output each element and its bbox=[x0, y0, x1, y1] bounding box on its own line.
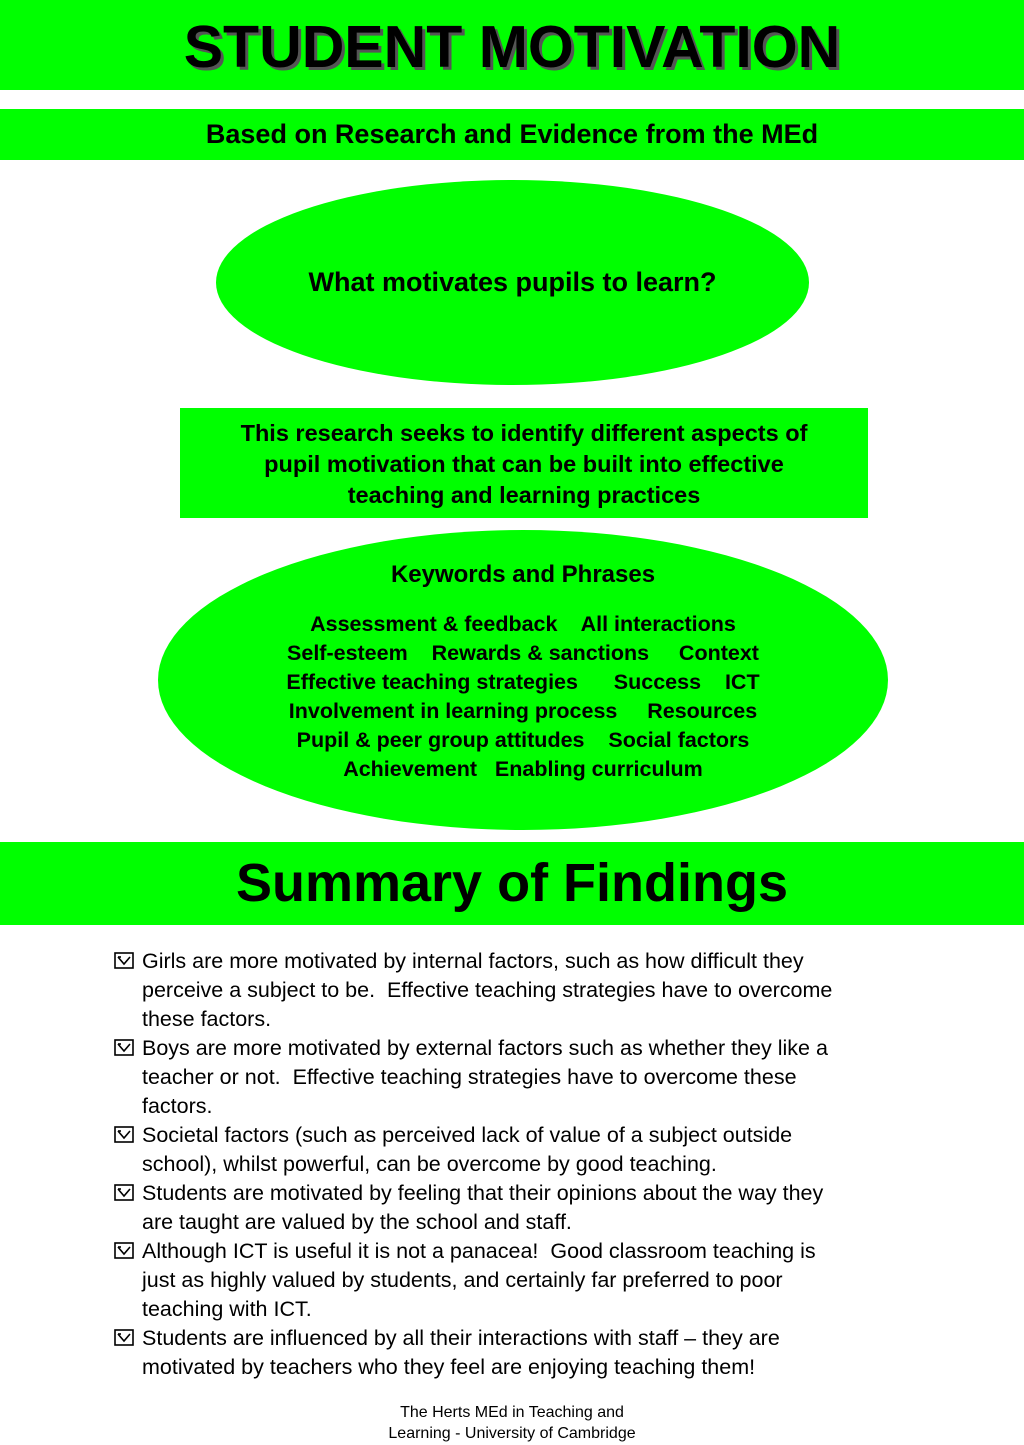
subtitle-band bbox=[0, 109, 1024, 160]
finding-line: Boys are more motivated by external factors such as whether they like a bbox=[142, 1036, 828, 1060]
finding-line: Students are motivated by feeling that their opinions about the way they bbox=[142, 1181, 824, 1205]
research-line: This research seeks to identify different aspects of bbox=[240, 420, 808, 446]
keyword-line: Achievement Enabling curriculum bbox=[343, 757, 703, 781]
finding-line: just as highly valued by students, and certainly far preferred to poor bbox=[142, 1268, 783, 1292]
finding-item bbox=[114, 1034, 934, 1121]
checkbox-arrow-icon bbox=[114, 1329, 134, 1346]
finding-line: are taught are valued by the school and staff. bbox=[142, 1210, 572, 1234]
checkbox-arrow-icon bbox=[114, 952, 134, 969]
keywords-title: Keywords and Phrases bbox=[390, 561, 656, 588]
keyword-line: Assessment & feedback All interactions bbox=[310, 612, 736, 636]
title-band bbox=[0, 0, 1024, 90]
checkbox-arrow-icon bbox=[114, 1039, 134, 1056]
finding-item bbox=[114, 1237, 934, 1324]
research-line: teaching and learning practices bbox=[347, 482, 701, 508]
finding-line: these factors. bbox=[142, 1007, 272, 1031]
finding-line: school), whilst powerful, can be overcome by good teaching. bbox=[142, 1152, 717, 1176]
question-text: What motivates pupils to learn? bbox=[308, 267, 717, 297]
checkbox-arrow-icon bbox=[114, 1126, 134, 1143]
checkbox-arrow-icon bbox=[114, 1242, 134, 1259]
finding-line: perceive a subject to be. Effective teaching strategies have to overcome bbox=[142, 978, 833, 1002]
findings-band bbox=[0, 842, 1024, 925]
findings-title: Summary of Findings bbox=[235, 853, 789, 913]
page-subtitle: Based on Research and Evidence from the MEd bbox=[205, 119, 819, 149]
keywords-list bbox=[286, 610, 759, 784]
finding-item bbox=[114, 1324, 934, 1382]
finding-line: teacher or not. Effective teaching strategies have to overcome these bbox=[142, 1065, 797, 1089]
finding-line: motivated by teachers who they feel are enjoying teaching them! bbox=[142, 1355, 756, 1379]
keywords-oval bbox=[158, 530, 888, 830]
footer-line-1: The Herts MEd in Teaching and bbox=[400, 1404, 624, 1421]
keyword-line: Self-esteem Rewards & sanctions Context bbox=[287, 641, 759, 665]
finding-item bbox=[114, 1179, 934, 1237]
findings-list bbox=[114, 947, 934, 1382]
footer bbox=[312, 1402, 712, 1444]
page-title: STUDENT MOTIVATION bbox=[183, 14, 841, 80]
question-oval bbox=[216, 180, 809, 385]
keyword-line: Effective teaching strategies Success ICT bbox=[286, 670, 760, 694]
finding-line: Societal factors (such as perceived lack of value of a subject outside bbox=[142, 1123, 793, 1147]
finding-line: Although ICT is useful it is not a panacea! Good classroom teaching is bbox=[142, 1239, 816, 1263]
finding-item bbox=[114, 1121, 934, 1179]
finding-line: factors. bbox=[142, 1094, 213, 1118]
keyword-line: Involvement in learning process Resources bbox=[288, 699, 758, 723]
finding-line: teaching with ICT. bbox=[142, 1297, 312, 1321]
finding-item bbox=[114, 947, 934, 1034]
finding-line: Students are influenced by all their interactions with staff – they are bbox=[142, 1326, 780, 1350]
finding-line: Girls are more motivated by internal factors, such as how difficult they bbox=[142, 949, 804, 973]
checkbox-arrow-icon bbox=[114, 1184, 134, 1201]
research-box bbox=[180, 408, 868, 518]
footer-line-2: Learning - University of Cambridge bbox=[388, 1425, 636, 1442]
research-line: pupil motivation that can be built into effective bbox=[264, 451, 784, 477]
keyword-line: Pupil & peer group attitudes Social factors bbox=[296, 728, 750, 752]
